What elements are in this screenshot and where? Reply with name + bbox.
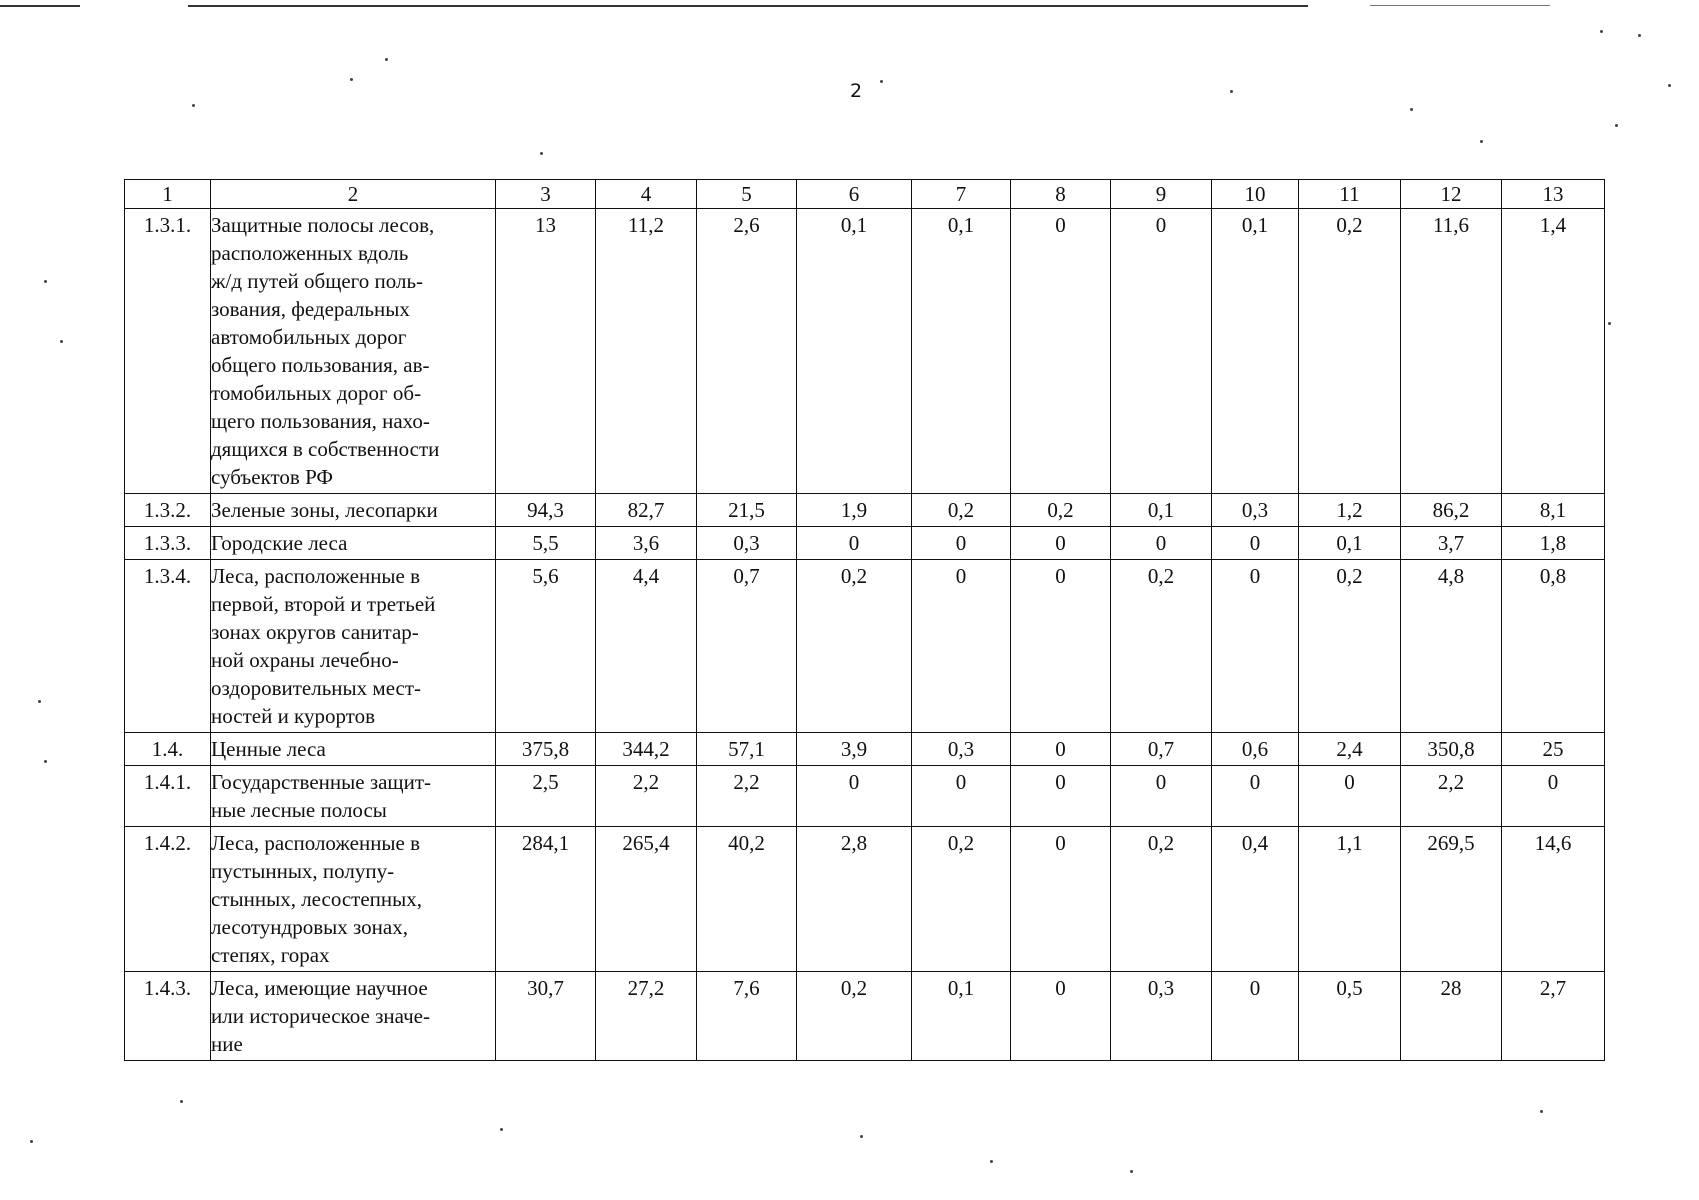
- value-cell: 344,2: [596, 733, 697, 766]
- value-cell: 0,2: [797, 972, 912, 1061]
- table-header-row: [125, 180, 1605, 209]
- value-cell: 0,1: [1111, 494, 1212, 527]
- value-cell: 3,9: [797, 733, 912, 766]
- value-cell: 284,1: [496, 827, 596, 972]
- value-cell: 28: [1401, 972, 1502, 1061]
- value-cell: 0,5: [1299, 972, 1401, 1061]
- value-cell: 2,2: [596, 766, 697, 827]
- value-cell: 0: [1011, 733, 1111, 766]
- value-cell: 0: [797, 766, 912, 827]
- row-code: 1.3.4.: [125, 560, 211, 733]
- row-name-line: ж/д путей общего поль-: [211, 269, 424, 293]
- value-cell: 94,3: [496, 494, 596, 527]
- value-cell: 5,6: [496, 560, 596, 733]
- table-row: [125, 827, 1605, 972]
- value-cell: 0: [1011, 972, 1111, 1061]
- value-cell: 0,1: [912, 972, 1011, 1061]
- scan-speck: [1638, 34, 1641, 37]
- table-row: [125, 560, 1605, 733]
- value-cell: 0,2: [912, 827, 1011, 972]
- row-name-line: Защитные полосы лесов,: [211, 213, 435, 237]
- row-code: 1.3.1.: [125, 209, 211, 494]
- row-name-line: автомобильных дорог: [211, 325, 407, 349]
- value-cell: 21,5: [697, 494, 797, 527]
- value-cell: 7,6: [697, 972, 797, 1061]
- value-cell: 11,6: [1401, 209, 1502, 494]
- value-cell: 0,3: [1212, 494, 1299, 527]
- value-cell: 0: [1011, 209, 1111, 494]
- table-row: [125, 972, 1605, 1061]
- row-name-line: ной охраны лечебно-: [211, 648, 399, 672]
- scan-speck: [385, 58, 388, 61]
- row-name-line: пустынных, полупу-: [211, 859, 395, 883]
- value-cell: 2,2: [697, 766, 797, 827]
- row-name-line: субъектов РФ: [211, 465, 334, 489]
- column-header: 6: [797, 180, 912, 209]
- scan-speck: [1615, 124, 1618, 127]
- value-cell: 25: [1502, 733, 1605, 766]
- value-cell: 0: [912, 766, 1011, 827]
- column-header: 2: [211, 180, 496, 209]
- value-cell: 1,9: [797, 494, 912, 527]
- value-cell: 1,4: [1502, 209, 1605, 494]
- row-name: [211, 209, 496, 494]
- scan-speck: [60, 340, 63, 343]
- row-name-line: ностей и курортов: [211, 704, 376, 728]
- row-name: [211, 494, 496, 527]
- row-name-line: зования, федеральных: [211, 297, 410, 321]
- value-cell: 0: [1111, 527, 1212, 560]
- value-cell: 0: [1111, 209, 1212, 494]
- value-cell: 2,4: [1299, 733, 1401, 766]
- column-header: 8: [1011, 180, 1111, 209]
- row-name-line: Леса, расположенные в: [211, 831, 421, 855]
- column-header: 13: [1502, 180, 1605, 209]
- value-cell: 14,6: [1502, 827, 1605, 972]
- row-code: 1.3.2.: [125, 494, 211, 527]
- row-name: [211, 560, 496, 733]
- row-name-line: дящихся в собственности: [211, 437, 440, 461]
- value-cell: 269,5: [1401, 827, 1502, 972]
- value-cell: 0: [1111, 766, 1212, 827]
- value-cell: 0: [1212, 560, 1299, 733]
- value-cell: 1,1: [1299, 827, 1401, 972]
- value-cell: 0: [1212, 766, 1299, 827]
- scan-speck: [1410, 108, 1413, 111]
- scan-speck: [192, 104, 195, 107]
- column-header: 11: [1299, 180, 1401, 209]
- row-name: [211, 733, 496, 766]
- value-cell: 0: [1011, 560, 1111, 733]
- row-code: 1.4.3.: [125, 972, 211, 1061]
- row-name-line: Городские леса: [211, 531, 348, 555]
- value-cell: 4,8: [1401, 560, 1502, 733]
- row-name-line: зонах округов санитар-: [211, 620, 419, 644]
- row-name: [211, 827, 496, 972]
- row-name-line: стынных, лесостепных,: [211, 887, 423, 911]
- value-cell: 0,2: [1299, 560, 1401, 733]
- row-name-line: оздоровительных мест-: [211, 676, 422, 700]
- column-header: 7: [912, 180, 1011, 209]
- table-row: [125, 209, 1605, 494]
- row-name: [211, 972, 496, 1061]
- value-cell: 2,7: [1502, 972, 1605, 1061]
- value-cell: 0,2: [912, 494, 1011, 527]
- value-cell: 57,1: [697, 733, 797, 766]
- scan-speck: [44, 280, 47, 283]
- value-cell: 0,3: [912, 733, 1011, 766]
- value-cell: 0,2: [1011, 494, 1111, 527]
- scan-speck: [38, 700, 41, 703]
- row-name-line: первой, второй и третьей: [211, 592, 436, 616]
- column-header: 3: [496, 180, 596, 209]
- scan-speck: [1230, 90, 1233, 93]
- value-cell: 2,2: [1401, 766, 1502, 827]
- scan-speck: [1130, 1170, 1133, 1173]
- scan-speck: [180, 1100, 183, 1103]
- table-row: [125, 766, 1605, 827]
- row-code: 1.3.3.: [125, 527, 211, 560]
- value-cell: 375,8: [496, 733, 596, 766]
- value-cell: 0: [797, 527, 912, 560]
- scan-speck: [540, 152, 543, 155]
- value-cell: 0,8: [1502, 560, 1605, 733]
- value-cell: 2,8: [797, 827, 912, 972]
- value-cell: 0,3: [697, 527, 797, 560]
- value-cell: 0: [1011, 527, 1111, 560]
- scan-speck: [1600, 30, 1603, 33]
- value-cell: 0,2: [797, 560, 912, 733]
- value-cell: 27,2: [596, 972, 697, 1061]
- row-name-line: лесотундровых зонах,: [211, 915, 408, 939]
- value-cell: 13: [496, 209, 596, 494]
- row-name-line: Зеленые зоны, лесопарки: [211, 498, 438, 522]
- top-edge-rule: [0, 5, 80, 7]
- value-cell: 5,5: [496, 527, 596, 560]
- table-body: [125, 209, 1605, 1061]
- value-cell: 0: [1299, 766, 1401, 827]
- scan-speck: [44, 760, 47, 763]
- value-cell: 40,2: [697, 827, 797, 972]
- value-cell: 0,1: [1212, 209, 1299, 494]
- value-cell: 4,4: [596, 560, 697, 733]
- row-name: [211, 766, 496, 827]
- value-cell: 0,7: [1111, 733, 1212, 766]
- value-cell: 0,2: [1299, 209, 1401, 494]
- row-name-line: ние: [211, 1032, 243, 1056]
- value-cell: 0,3: [1111, 972, 1212, 1061]
- column-header: 10: [1212, 180, 1299, 209]
- value-cell: 0: [1212, 527, 1299, 560]
- table-row: [125, 494, 1605, 527]
- column-header: 5: [697, 180, 797, 209]
- value-cell: 30,7: [496, 972, 596, 1061]
- row-name-line: расположенных вдоль: [211, 241, 409, 265]
- scan-speck: [350, 78, 353, 81]
- scan-speck: [1668, 84, 1671, 87]
- column-header: 4: [596, 180, 697, 209]
- value-cell: 0,1: [912, 209, 1011, 494]
- row-name: [211, 527, 496, 560]
- top-edge-rule: [188, 5, 1308, 7]
- scan-speck: [860, 1135, 863, 1138]
- scan-speck: [880, 80, 883, 83]
- value-cell: 0: [912, 560, 1011, 733]
- value-cell: 3,7: [1401, 527, 1502, 560]
- value-cell: 350,8: [1401, 733, 1502, 766]
- top-edge-rule: [1370, 5, 1550, 6]
- table-row: [125, 733, 1605, 766]
- value-cell: 86,2: [1401, 494, 1502, 527]
- scan-speck: [990, 1160, 993, 1163]
- row-code: 1.4.1.: [125, 766, 211, 827]
- row-name-line: Леса, расположенные в: [211, 564, 421, 588]
- row-name-line: Ценные леса: [211, 737, 326, 761]
- value-cell: 0,7: [697, 560, 797, 733]
- table-row: [125, 527, 1605, 560]
- row-code: 1.4.: [125, 733, 211, 766]
- row-name-line: степях, горах: [211, 943, 330, 967]
- row-name-line: общего пользования, ав-: [211, 353, 430, 377]
- column-header: 12: [1401, 180, 1502, 209]
- row-name-line: томобильных дорог об-: [211, 381, 422, 405]
- value-cell: 0: [912, 527, 1011, 560]
- row-name-line: Государственные защит-: [211, 770, 432, 794]
- value-cell: 0,6: [1212, 733, 1299, 766]
- value-cell: 0: [1011, 827, 1111, 972]
- row-name-line: Леса, имеющие научное: [211, 976, 428, 1000]
- value-cell: 0: [1212, 972, 1299, 1061]
- value-cell: 0,1: [1299, 527, 1401, 560]
- value-cell: 1,8: [1502, 527, 1605, 560]
- column-header: 1: [125, 180, 211, 209]
- scan-speck: [1540, 1110, 1543, 1113]
- value-cell: 3,6: [596, 527, 697, 560]
- value-cell: 0: [1011, 766, 1111, 827]
- row-code: 1.4.2.: [125, 827, 211, 972]
- value-cell: 2,5: [496, 766, 596, 827]
- value-cell: 11,2: [596, 209, 697, 494]
- scan-speck: [1608, 322, 1611, 325]
- value-cell: 265,4: [596, 827, 697, 972]
- column-header: 9: [1111, 180, 1212, 209]
- value-cell: 1,2: [1299, 494, 1401, 527]
- page-number: 2: [849, 80, 863, 102]
- value-cell: 2,6: [697, 209, 797, 494]
- scan-speck: [1480, 140, 1483, 143]
- value-cell: 0,2: [1111, 560, 1212, 733]
- row-name-line: ные лесные полосы: [211, 798, 387, 822]
- scan-speck: [500, 1128, 503, 1131]
- value-cell: 0,1: [797, 209, 912, 494]
- value-cell: 8,1: [1502, 494, 1605, 527]
- forest-data-table: [124, 179, 1605, 1061]
- scan-speck: [30, 1140, 33, 1143]
- value-cell: 0,4: [1212, 827, 1299, 972]
- value-cell: 0: [1502, 766, 1605, 827]
- row-name-line: щего пользования, нахо-: [211, 409, 430, 433]
- value-cell: 0,2: [1111, 827, 1212, 972]
- row-name-line: или историческое значе-: [211, 1004, 430, 1028]
- value-cell: 82,7: [596, 494, 697, 527]
